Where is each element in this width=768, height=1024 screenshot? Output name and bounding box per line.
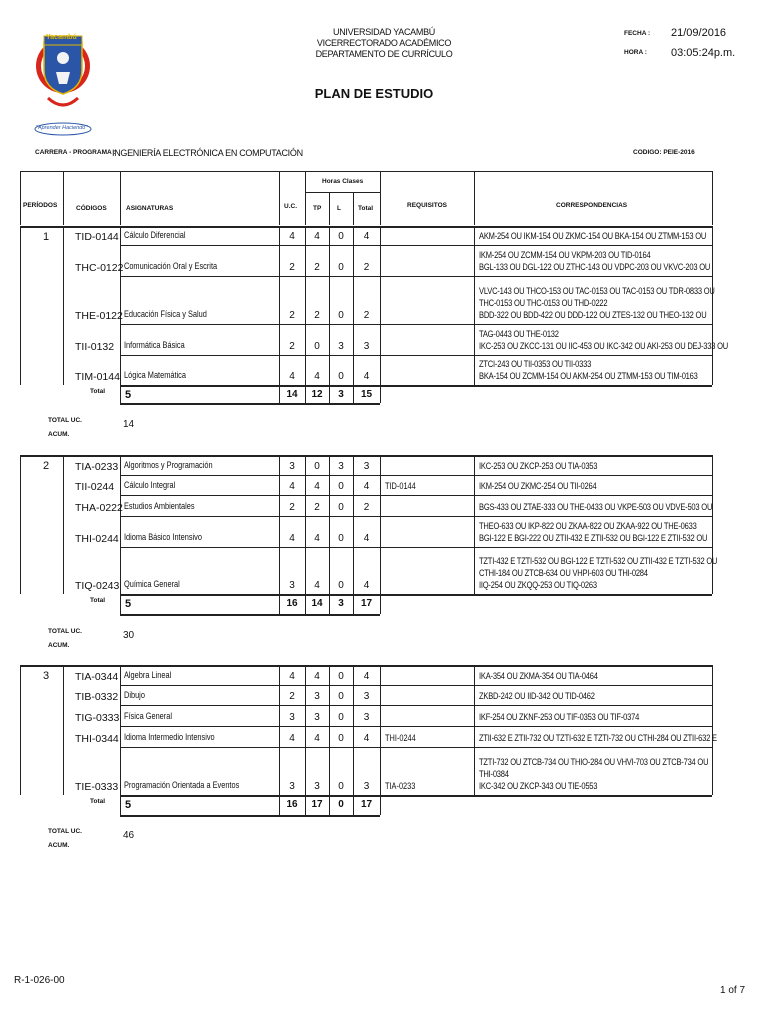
table-rule (712, 455, 713, 594)
totals-tp: 14 (311, 598, 323, 609)
course-name: Algoritmos y Programación (124, 460, 213, 470)
hora-value: 03:05:24p.m. (671, 47, 736, 59)
total-value: 4 (363, 481, 370, 492)
course-name: Lógica Matemática (124, 370, 186, 380)
l-value: 3 (338, 461, 344, 472)
totals-total: 17 (360, 598, 373, 609)
total-value: 4 (363, 671, 370, 682)
uc-value: 4 (289, 371, 295, 382)
course-name: Programación Orientada a Eventos (124, 780, 240, 790)
vicerrectorado: VICERRECTORADO ACADÉMICO (316, 38, 452, 48)
correspondencia-line: IKM-254 OU ZCMM-154 OU VKPM-203 OU TID-0164 (479, 250, 651, 260)
total-value: 3 (363, 712, 370, 723)
totals-label: Total (90, 798, 106, 805)
total-value: 2 (363, 310, 370, 321)
totals-l: 3 (338, 598, 344, 609)
col-header-asignaturas: ASIGNATURAS (126, 205, 174, 212)
tp-value: 4 (314, 671, 320, 682)
university-name: UNIVERSIDAD YACAMBÚ (333, 27, 435, 37)
l-value: 0 (338, 671, 344, 682)
correspondencia-line: CTHI-184 OU ZTCB-634 OU VHPI-603 OU THI-0284 (479, 568, 648, 578)
course-name: Algebra Lineal (124, 670, 172, 680)
total-uc-value: 46 (123, 830, 135, 841)
page-title: PLAN DE ESTUDIO (314, 86, 434, 101)
l-value: 0 (338, 580, 344, 591)
totals-l: 0 (338, 799, 344, 810)
period-number: 1 (42, 231, 50, 243)
course-code: TIQ-0243 (75, 580, 120, 592)
col-header-total: Total (358, 205, 374, 212)
correspondencia-line: ZTII-632 E ZTII-732 OU TZTI-632 E TZTI-732 OU CTHI-284 OU ZTII-632 E (479, 733, 717, 743)
table-rule (120, 705, 712, 706)
total-value: 4 (363, 371, 370, 382)
course-name: Química General (124, 579, 180, 589)
correspondencia-line: BDD-322 OU BDD-422 OU DDD-122 OU ZTES-132 OU THEO-132 OU (479, 310, 707, 320)
course-name: Informática Básica (124, 340, 185, 350)
total-value: 2 (363, 502, 370, 513)
course-name: Idioma Básico Intensivo (124, 532, 202, 542)
totals-l: 3 (338, 389, 344, 400)
totals-label: Total (90, 597, 106, 604)
l-value: 0 (338, 231, 344, 242)
totals-uc: 16 (286, 598, 298, 609)
table-rule (279, 171, 280, 225)
course-code: TIA-0233 (75, 461, 119, 473)
table-rule (712, 226, 713, 385)
totals-uc: 14 (286, 389, 298, 400)
total-uc-label: TOTAL UC. (48, 628, 82, 635)
table-rule (474, 171, 475, 225)
total-value: 4 (363, 733, 370, 744)
uc-value: 2 (289, 341, 295, 352)
table-rule (353, 192, 354, 225)
course-code: TIG-0333 (75, 712, 120, 724)
table-rule (120, 385, 712, 387)
correspondencia-line: BGL-133 OU DGL-122 OU ZTHC-143 OU VDPC-203 OU VKVC-203 OU (479, 262, 711, 272)
form-code: R-1-026-00 (14, 975, 65, 986)
correspondencia-line: IKM-254 OU ZKMC-254 OU TII-0264 (479, 481, 597, 491)
uc-value: 4 (289, 481, 295, 492)
l-value: 3 (338, 341, 344, 352)
correspondencia-line: BGS-433 OU ZTAE-333 OU THE-0433 OU VKPE-503 OU VDVE-503 OU (479, 502, 713, 512)
uc-value: 4 (289, 231, 295, 242)
table-rule (120, 171, 121, 225)
table-rule (20, 455, 712, 457)
total-value: 3 (363, 691, 370, 702)
course-name: Idioma Intermedio Intensivo (124, 732, 215, 742)
correspondencia-line: IKC-342 OU ZKCP-343 OU TIE-0553 (479, 781, 598, 791)
tp-value: 4 (314, 231, 320, 242)
tp-value: 0 (314, 341, 320, 352)
course-code: TID-0144 (75, 231, 119, 243)
l-value: 0 (338, 371, 344, 382)
table-rule (120, 795, 712, 797)
fecha-value: 21/09/2016 (671, 27, 727, 39)
table-rule (120, 245, 712, 246)
course-code: TII-0132 (75, 341, 115, 353)
correspondencia-line: IKC-253 OU ZKCP-253 OU TIA-0353 (479, 461, 598, 471)
correspondencia-line: TAG-0443 OU THE-0132 (479, 329, 559, 339)
tp-value: 0 (314, 461, 320, 472)
tp-value: 2 (314, 262, 320, 273)
header-block (0, 27, 768, 60)
l-value: 0 (338, 262, 344, 273)
tp-value: 2 (314, 502, 320, 513)
course-code: TIM-0144 (75, 371, 120, 383)
total-value: 3 (363, 781, 370, 792)
table-rule (20, 171, 21, 225)
table-rule (120, 455, 121, 614)
course-name: Educación Física y Salud (124, 309, 207, 319)
totals-total: 15 (360, 389, 373, 400)
total-value: 3 (363, 461, 370, 472)
l-value: 0 (338, 712, 344, 723)
period-number: 2 (42, 460, 50, 472)
total-value: 3 (363, 341, 370, 352)
course-code: TIB-0332 (75, 691, 119, 703)
table-rule (120, 355, 712, 356)
uc-value: 3 (289, 781, 295, 792)
correspondencia-line: TZTI-432 E TZTI-532 OU BGI-122 E TZTI-532 OU ZTII-432 E TZTI-532 OU (479, 556, 718, 566)
logo-name: Yacambú (46, 34, 77, 41)
table-rule (380, 171, 381, 225)
total-value: 4 (363, 231, 370, 242)
total-uc-value: 30 (123, 630, 135, 641)
l-value: 0 (338, 533, 344, 544)
correspondencia-line: TZTI-732 OU ZTCB-734 OU THIO-284 OU VHVI-703 OU ZTCB-734 OU (479, 757, 709, 767)
col-header-periodos: PERÍODOS (23, 202, 58, 209)
totals-tp: 12 (311, 389, 323, 400)
col-header-uc: U.C. (284, 203, 297, 210)
uc-value: 4 (289, 671, 295, 682)
table-rule (380, 455, 381, 614)
tp-value: 4 (314, 533, 320, 544)
uc-value: 3 (289, 580, 295, 591)
uc-value: 3 (289, 712, 295, 723)
table-rule (120, 685, 712, 686)
acum-label: ACUM. (48, 431, 70, 438)
table-rule (120, 403, 380, 405)
table-rule (20, 171, 712, 172)
correspondencia-line: IKC-253 OU ZKCC-131 OU IIC-453 OU IKC-342 OU AKI-253 OU DEJ-333 OU (479, 341, 728, 351)
course-name: Estudios Ambientales (124, 501, 195, 511)
acum-label: ACUM. (48, 842, 70, 849)
total-uc-value: 14 (123, 419, 135, 430)
department: DEPARTAMENTO DE CURRÍCULO (315, 49, 453, 59)
table-rule (474, 226, 475, 385)
uc-value: 2 (289, 262, 295, 273)
totals-count: 5 (125, 598, 132, 610)
totals-count: 5 (125, 799, 132, 811)
table-rule (380, 665, 381, 815)
logo-motto: "Aprender Haciendo" (36, 125, 88, 131)
tp-value: 2 (314, 310, 320, 321)
correspondencia-line: IKA-354 OU ZKMA-354 OU TIA-0464 (479, 671, 598, 681)
totals-tp: 17 (311, 799, 323, 810)
table-rule (20, 455, 21, 594)
correspondencia-line: ZTCI-243 OU TII-0353 OU TII-0333 (479, 359, 592, 369)
course-name: Comunicación Oral y Escrita (124, 261, 218, 271)
l-value: 0 (338, 691, 344, 702)
total-value: 2 (363, 262, 370, 273)
col-header-horas: Horas Clases (322, 178, 364, 185)
table-rule (712, 665, 713, 795)
requisito: THI-0244 (385, 733, 416, 743)
program-code: CODIGO: PEIE-2016 (633, 149, 695, 156)
requisito: TIA-0233 (385, 781, 416, 791)
table-rule (120, 516, 712, 517)
l-value: 0 (338, 733, 344, 744)
table-rule (120, 747, 712, 748)
totals-label: Total (90, 388, 106, 395)
correspondencia-line: BKA-154 OU ZCMM-154 OU AKM-254 OU ZTMM-153 OU TIM-0163 (479, 371, 698, 381)
course-code: THA-0222 (75, 502, 123, 514)
l-value: 0 (338, 310, 344, 321)
correspondencia-line: ZKBD-242 OU IID-342 OU TID-0462 (479, 691, 595, 701)
table-rule (20, 665, 712, 667)
table-rule (20, 665, 21, 795)
table-rule (120, 547, 712, 548)
col-header-requisitos: REQUISITOS (407, 202, 447, 209)
course-code: THC-0122 (75, 262, 124, 274)
page-number: 1 of 7 (720, 985, 746, 996)
uc-value: 2 (289, 691, 295, 702)
table-rule (120, 665, 121, 815)
uc-value: 4 (289, 733, 295, 744)
program-label: CARRERA - PROGRAMA : (35, 149, 116, 156)
program-name: INGENIERÍA ELECTRÓNICA EN COMPUTACIÓN (112, 148, 303, 158)
l-value: 0 (338, 481, 344, 492)
correspondencia-line: THC-0153 OU THC-0153 OU THD-0222 (479, 298, 608, 308)
table-rule (120, 815, 380, 817)
correspondencia-line: BGI-122 E BGI-222 OU ZTII-432 E ZTII-532 OU BGI-122 E ZTII-532 OU (479, 533, 708, 543)
table-rule (120, 475, 712, 476)
course-code: TII-0244 (75, 481, 115, 493)
hora-label: HORA : (624, 49, 647, 56)
table-rule (712, 171, 713, 225)
table-rule (120, 495, 712, 496)
course-code: THI-0244 (75, 533, 119, 545)
table-rule (329, 192, 330, 225)
total-uc-label: TOTAL UC. (48, 417, 82, 424)
table-rule (305, 192, 380, 193)
l-value: 0 (338, 502, 344, 513)
fecha-label: FECHA : (624, 30, 651, 37)
table-rule (63, 455, 64, 594)
table-rule (305, 171, 306, 225)
table-rule (120, 324, 712, 325)
tp-value: 3 (314, 691, 320, 702)
course-code: TIA-0344 (75, 671, 119, 683)
tp-value: 4 (314, 580, 320, 591)
uc-value: 4 (289, 533, 295, 544)
table-rule (120, 726, 712, 727)
table-rule (120, 594, 712, 596)
tp-value: 4 (314, 371, 320, 382)
table-rule (120, 276, 712, 277)
course-code: TIE-0333 (75, 781, 119, 793)
course-name: Física General (124, 711, 172, 721)
uc-value: 2 (289, 310, 295, 321)
correspondencia-line: AKM-254 OU IKM-154 OU ZKMC-154 OU BKA-154 OU ZTMM-153 OU (479, 231, 707, 241)
tp-value: 3 (314, 781, 320, 792)
correspondencia-line: IKF-254 OU ZKNF-253 OU TIF-0353 OU TIF-0374 (479, 712, 640, 722)
total-value: 4 (363, 580, 370, 591)
table-rule (20, 226, 712, 228)
course-name: Cálculo Diferencial (124, 230, 186, 240)
table-rule (380, 226, 381, 403)
course-name: Dibujo (124, 690, 145, 700)
totals-uc: 16 (286, 799, 298, 810)
table-rule (63, 665, 64, 795)
correspondencia-line: THEO-633 OU IKP-822 OU ZKAA-822 OU ZKAA-922 OU THE-0633 (479, 521, 697, 531)
total-value: 4 (363, 533, 370, 544)
col-header-correspondencias: CORRESPONDENCIAS (556, 202, 628, 209)
table-rule (120, 614, 380, 616)
tp-value: 4 (314, 481, 320, 492)
acum-label: ACUM. (48, 642, 70, 649)
uc-value: 3 (289, 461, 295, 472)
uc-value: 2 (289, 502, 295, 513)
total-uc-label: TOTAL UC. (48, 828, 82, 835)
totals-total: 17 (360, 799, 373, 810)
period-number: 3 (42, 670, 50, 682)
tp-value: 3 (314, 712, 320, 723)
table-rule (63, 226, 64, 385)
course-code: THI-0344 (75, 733, 119, 745)
tp-value: 4 (314, 733, 320, 744)
col-header-codigos: CÓDIGOS (76, 205, 107, 212)
col-header-tp: TP (313, 205, 322, 212)
col-header-l: L (337, 205, 341, 212)
l-value: 0 (338, 781, 344, 792)
course-name: Cálculo Integral (124, 480, 176, 490)
totals-count: 5 (125, 389, 132, 401)
correspondencia-line: THI-0384 (479, 769, 509, 779)
correspondencia-line: VLVC-143 OU THCO-153 OU TAC-0153 OU TAC-0153 OU TDR-0833 OU (479, 286, 715, 296)
course-code: THE-0122 (75, 310, 123, 322)
table-rule (63, 171, 64, 225)
correspondencia-line: IIQ-254 OU ZKQQ-253 OU TIQ-0263 (479, 580, 597, 590)
table-rule (20, 226, 21, 385)
requisito: TID-0144 (385, 481, 416, 491)
